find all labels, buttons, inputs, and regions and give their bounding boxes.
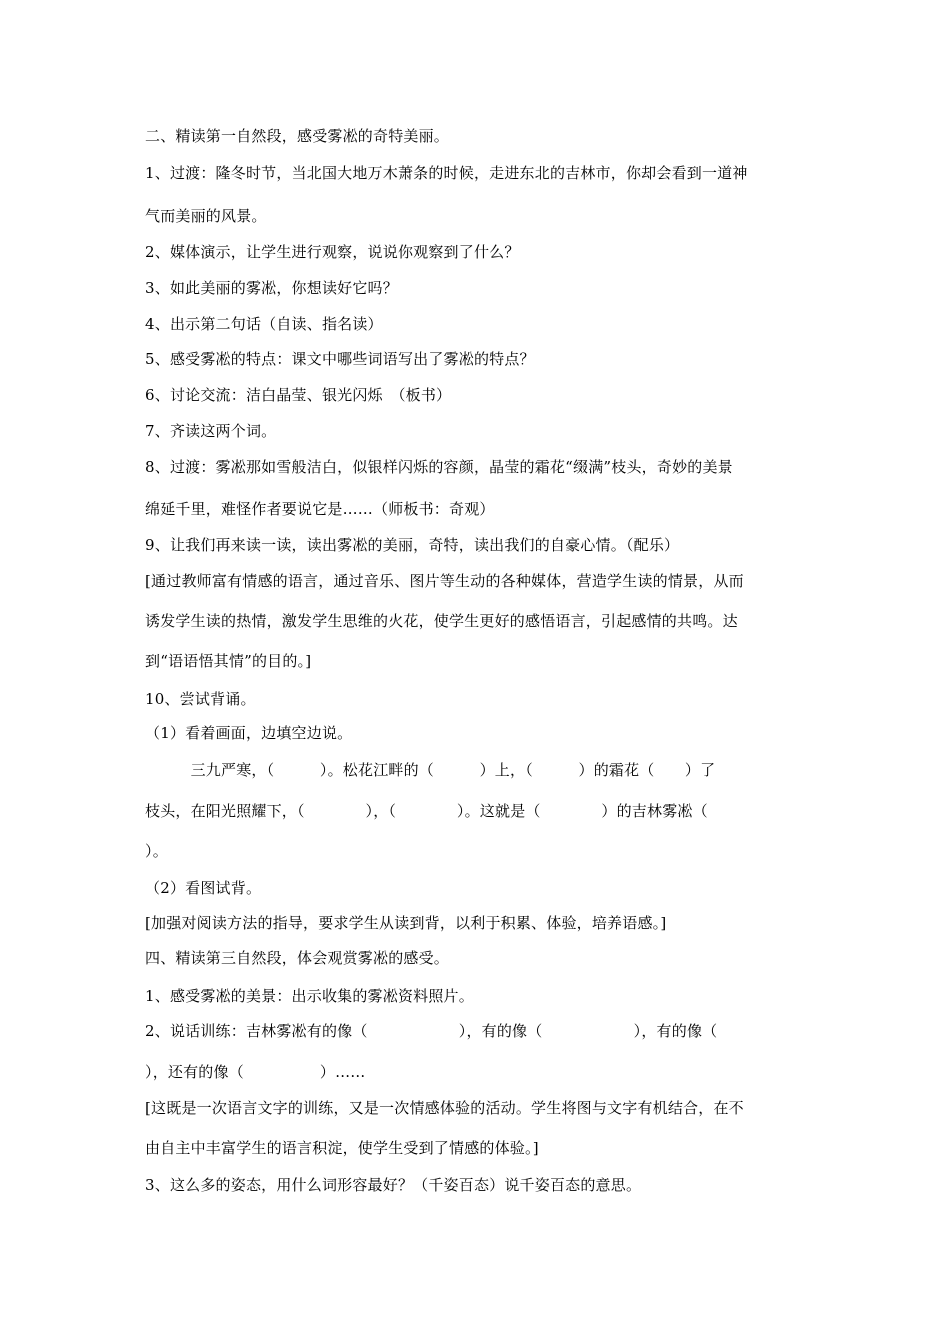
paragraph-line: 2、媒体演示，让学生进行观察，说说你观察到了什么？ <box>145 243 520 261</box>
paragraph-line: 6、讨论交流：洁白晶莹、银光闪烁 （板书） <box>145 386 452 404</box>
paragraph-line: （2）看图试背。 <box>145 879 262 897</box>
paragraph-line: 4、出示第二句话（自读、指名读） <box>145 315 383 333</box>
paragraph-line: （1）看着画面，边填空边说。 <box>145 724 353 742</box>
fill-blank-line: ）。 <box>145 842 168 860</box>
paragraph-line: 1、感受雾凇的美景：出示收集的雾凇资料照片。 <box>145 987 474 1005</box>
paragraph-line: 绵延千里，难怪作者要说它是……（师板书：奇观） <box>145 500 495 518</box>
teaching-note-line: 由自主中丰富学生的语言积淀，使学生受到了情感的体验。] <box>145 1139 539 1157</box>
paragraph-line: 7、齐读这两个词。 <box>145 422 277 440</box>
teaching-note-line: [通过教师富有情感的语言，通过音乐、图片等生动的各种媒体，营造学生读的情景，从而 <box>145 572 744 590</box>
paragraph-line: 3、这么多的姿态，用什么词形容最好？（千姿百态）说千姿百态的意思。 <box>145 1176 642 1194</box>
fill-blank-line: ），还有的像（ ）…… <box>145 1063 366 1081</box>
paragraph-line: 1、过渡：隆冬时节，当北国大地万木萧条的时候，走进东北的吉林市，你却会看到一道神 <box>145 164 748 182</box>
teaching-note-line: 诱发学生读的热情，激发学生思维的火花，使学生更好的感悟语言，引起感情的共鸣。达 <box>145 612 738 630</box>
fill-blank-line: 三九严寒，（ ）。松花江畔的（ ）上，（ ）的霜花（ ）了 <box>145 761 716 779</box>
paragraph-line: 10、尝试背诵。 <box>145 690 256 708</box>
fill-blank-line: 2、说话训练：吉林雾凇有的像（ ），有的像（ ），有的像（ <box>145 1022 718 1040</box>
fill-blank-line: 枝头，在阳光照耀下，（ ），（ ）。这就是（ ）的吉林雾凇（ <box>145 802 708 820</box>
section-heading-two: 二、精读第一自然段，感受雾凇的奇特美丽。 <box>145 127 450 145</box>
paragraph-line: 9、让我们再来读一读，读出雾凇的美丽，奇特，读出我们的自豪心情。（配乐） <box>145 536 680 554</box>
paragraph-line: 8、过渡：雾凇那如雪般洁白，似银样闪烁的容颜，晶莹的霜花“缀满”枝头，奇妙的美景 <box>145 458 733 476</box>
teaching-note-line: [加强对阅读方法的指导，要求学生从读到背，以利于积累、体验，培养语感。] <box>145 914 667 932</box>
section-heading-four: 四、精读第三自然段，体会观赏雾凇的感受。 <box>145 949 450 967</box>
paragraph-line: 5、感受雾凇的特点：课文中哪些词语写出了雾凇的特点？ <box>145 350 535 368</box>
teaching-note-line: [这既是一次语言文字的训练，又是一次情感体验的活动。学生将图与文字有机结合，在不 <box>145 1099 744 1117</box>
paragraph-line: 气而美丽的风景。 <box>145 207 267 225</box>
paragraph-line: 3、如此美丽的雾凇，你想读好它吗？ <box>145 279 398 297</box>
teaching-note-line: 到“语语悟其情”的目的。] <box>145 652 312 670</box>
